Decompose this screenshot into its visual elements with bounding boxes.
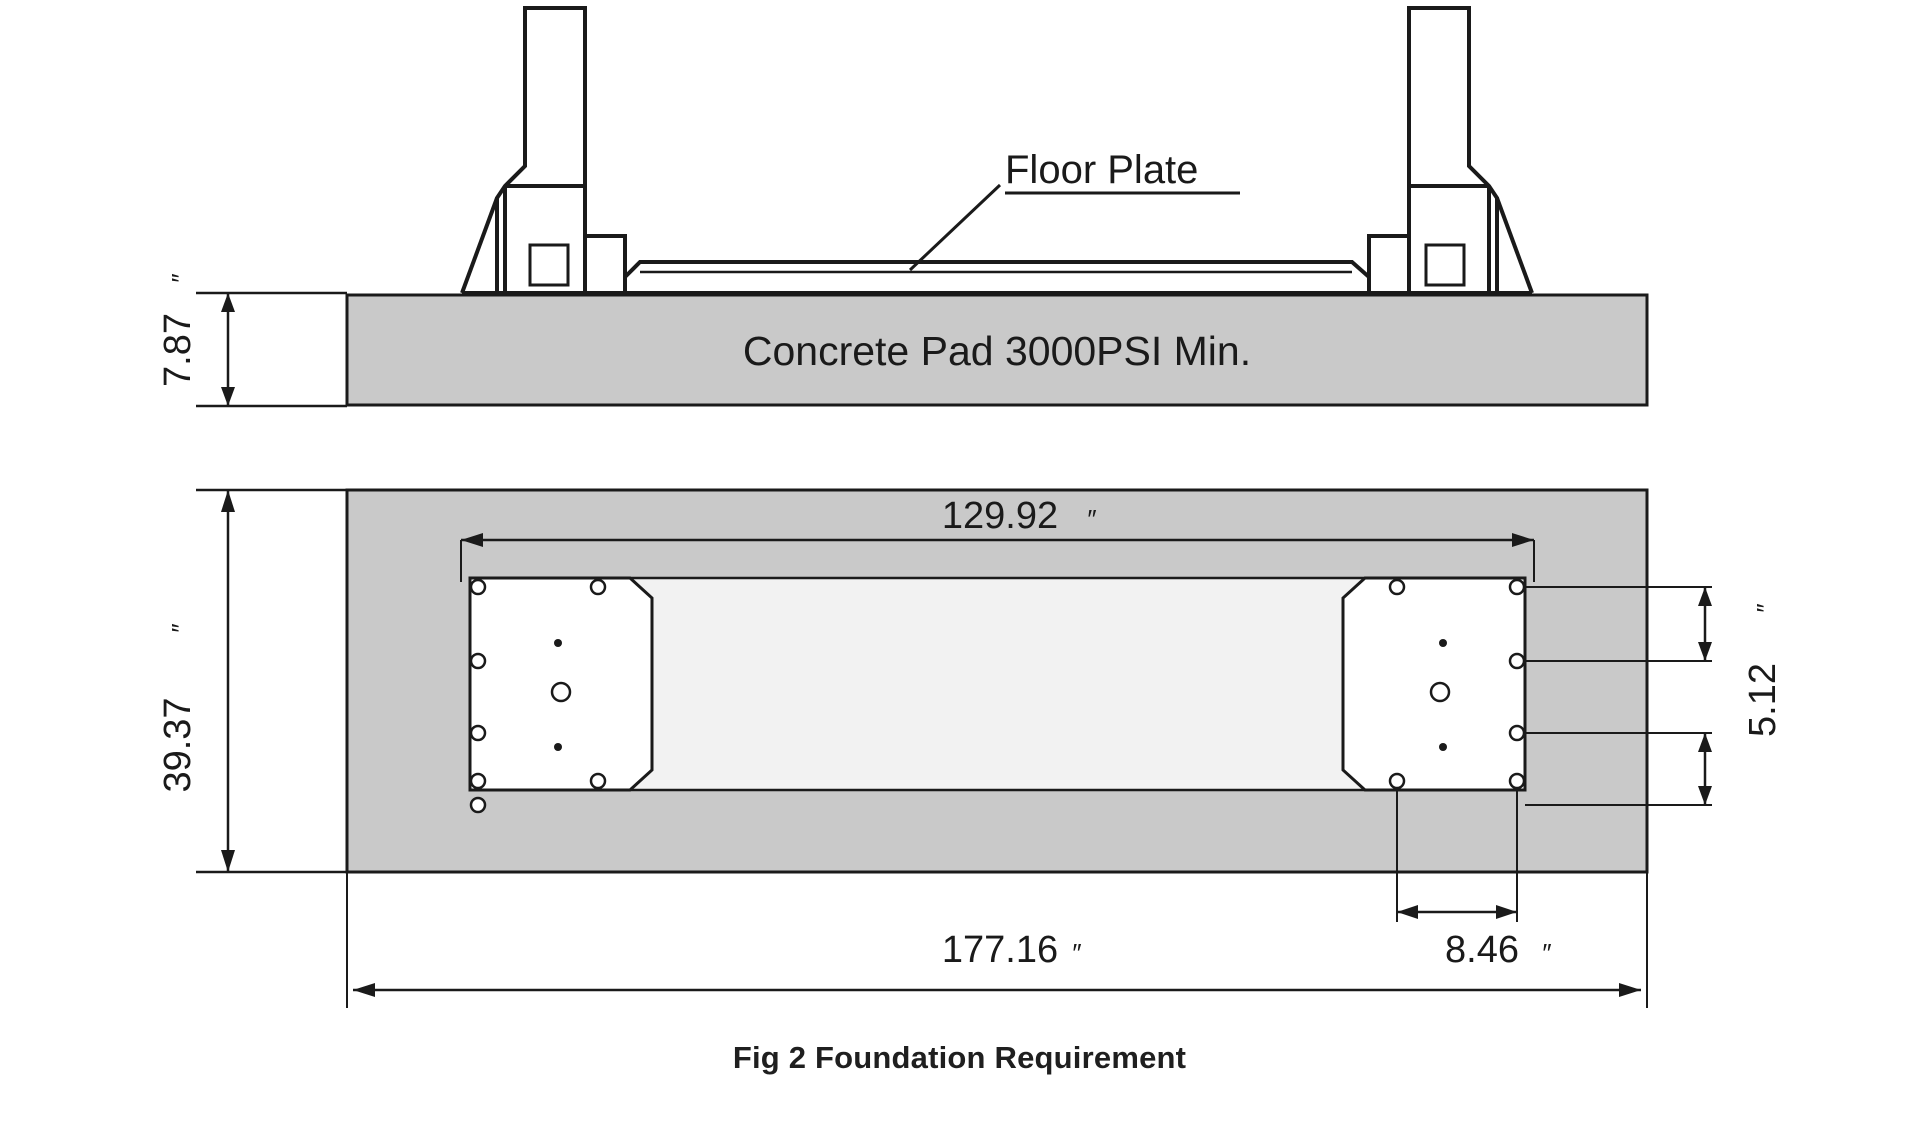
floor-plate-label: Floor Plate (1005, 148, 1199, 192)
dim-pad-overall-width-value: 177.16 (941, 929, 1059, 971)
dim-pad-thickness-unit: ″ (166, 273, 196, 283)
dim-pad-overall-width-unit: ″ (1072, 938, 1082, 968)
dim-pad-depth-value: 39.37 (157, 697, 199, 793)
dim-pad-thickness (196, 293, 347, 406)
floor-plate-leader (910, 185, 1000, 270)
concrete-pad-label: Concrete Pad 3000PSI Min. (742, 328, 1252, 374)
dim-anchor-spacing-horizontal-value: 8.46 (1445, 929, 1519, 971)
dim-pad-depth-unit: ″ (166, 623, 196, 633)
dim-anchor-spacing-horizontal-unit: ″ (1542, 938, 1552, 968)
dim-anchor-spacing-vertical-value: 5.12 (1742, 663, 1784, 737)
floor-plate-shape (625, 262, 1369, 293)
dim-anchor-spacing-vertical-unit: ″ (1751, 603, 1781, 613)
figure-caption: Fig 2 Foundation Requirement (732, 1040, 1187, 1075)
right-anchor-plate (1343, 578, 1525, 790)
dim-pad-depth (196, 490, 347, 872)
left-anchor-plate (470, 578, 652, 812)
right-post-assembly (1369, 8, 1532, 293)
dim-pad-thickness-value: 7.87 (157, 313, 199, 387)
dim-anchor-span-value: 129.92 (941, 495, 1059, 537)
left-post-assembly (462, 8, 625, 293)
dim-anchor-span-unit: ″ (1087, 504, 1097, 534)
